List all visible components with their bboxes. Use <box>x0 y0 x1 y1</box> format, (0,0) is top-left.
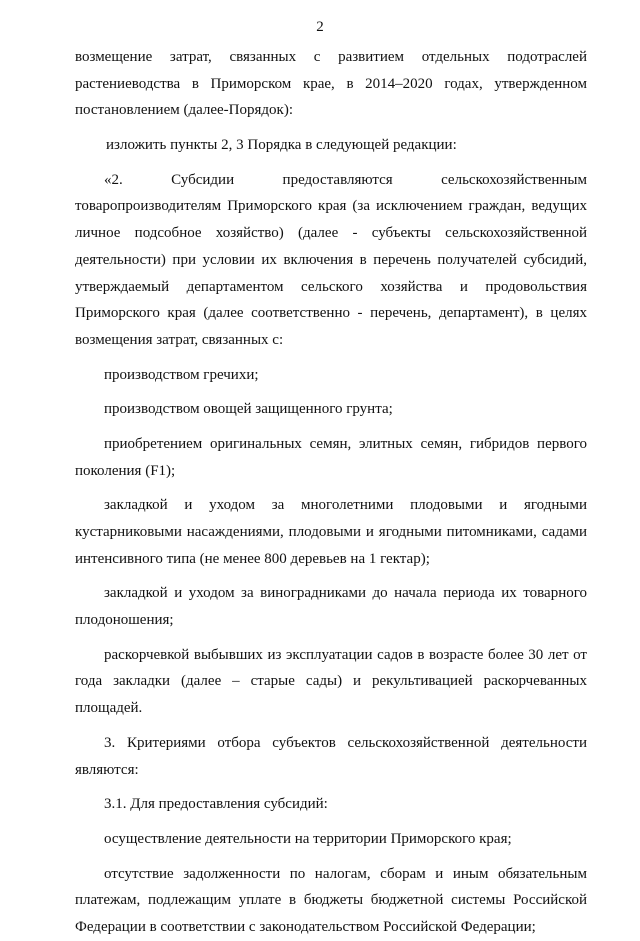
text-line: интенсивного типа (не менее 800 деревьев на 1 гектар); <box>75 550 430 567</box>
text-line: раскорчевкой выбывших из эксплуатации садов в возрасте более 30 лет от <box>104 646 587 663</box>
text-line: кустарниковыми насаждениями, плодовыми и ягодными питомниками, садами <box>75 524 587 540</box>
text-line: платежам, подлежащим уплате в бюджеты бюджетной системы Российской <box>75 892 587 909</box>
text-line: Приморского края (далее соответственно - перечень, департамент), в целях <box>75 305 587 322</box>
text-line: осуществление деятельности на территории Приморского края; <box>104 830 512 847</box>
text-line: 3. Критериями отбора субъектов сельскохозяйственной деятельности <box>104 734 587 751</box>
text-line: товаропроизводителям Приморского края (за исключением граждан, ведущих <box>75 198 587 215</box>
text-line: отсутствие задолженности по налогам, сборам и иным обязательным <box>104 865 587 882</box>
text-line: плодоношения; <box>75 612 174 629</box>
text-line: 3.1. Для предоставления субсидий: <box>104 796 328 813</box>
text-line: «2. Субсидии предоставляются сельскохозяйственным <box>104 171 587 188</box>
document-body <box>75 44 587 941</box>
page-number: 2 <box>316 19 324 35</box>
text-line: приобретением оригинальных семян, элитных семян, гибридов первого <box>104 435 587 452</box>
text-line: деятельности) при условии их включения в перечень получателей субсидий, <box>75 251 587 268</box>
text-line: поколения (F1); <box>75 462 176 479</box>
text-line: растениеводства в Приморском крае, в 2014–2020 годах, утвержденном <box>75 75 587 92</box>
text-line: года закладки (далее – старые сады) и рекультивацией раскорчеванных <box>75 673 587 690</box>
text-line: закладкой и уходом за виноградниками до начала периода их товарного <box>104 585 587 602</box>
text-line: личное подсобное хозяйство) (далее - субъекты сельскохозяйственной <box>75 225 587 242</box>
text-line: производством гречихи; <box>104 366 259 383</box>
text-line: закладкой и уходом за многолетними плодовыми и ягодными <box>104 497 587 514</box>
text-line: возмещение затрат, связанных с развитием отдельных подотраслей <box>75 49 587 65</box>
text-line: утверждаемый департаментом сельского хозяйства и продовольствия <box>75 278 587 295</box>
text-line: изложить пункты 2, 3 Порядка в следующей редакции: <box>106 137 457 154</box>
text-line: площадей. <box>75 700 143 717</box>
text-line: возмещения затрат, связанных с: <box>75 331 284 348</box>
text-line: производством овощей защищенного грунта; <box>104 401 393 418</box>
text-line: Федерации в соответствии с законодательством Российской Федерации; <box>75 918 536 935</box>
text-line: постановлением (далее-Порядок): <box>75 102 293 119</box>
text-line: являются: <box>75 761 139 778</box>
